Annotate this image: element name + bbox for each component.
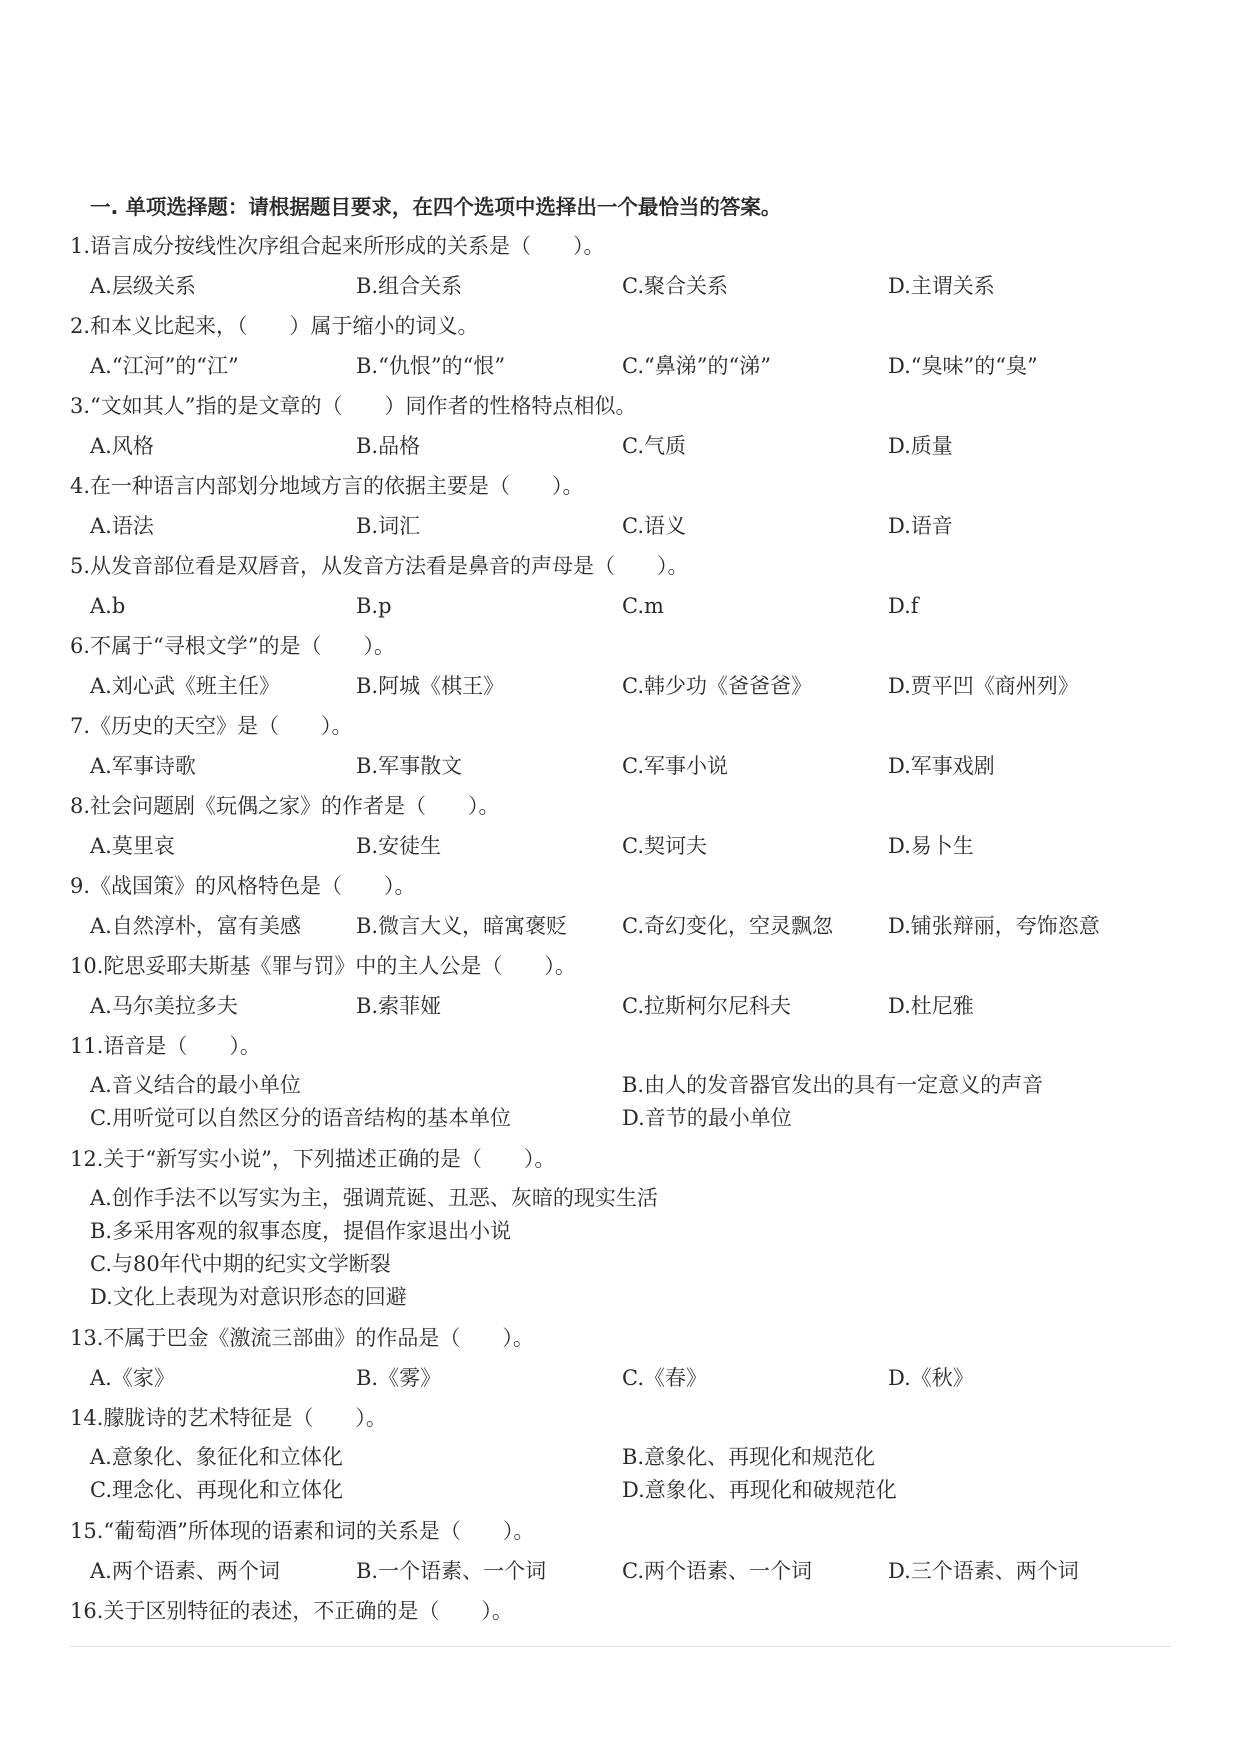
options-row — [70, 1281, 1170, 1314]
options-row — [70, 1102, 1170, 1135]
option-a[interactable]: A.创作手法不以写实为主，强调荒诞、丑恶、灰暗的现实生活 — [90, 1186, 658, 1210]
section-heading: 一. 单项选择题：请根据题目要求，在四个选项中选择出一个最恰当的答案。 — [90, 195, 782, 219]
question-12 — [70, 1139, 1170, 1314]
question-stem: 7.《历史的天空》是（ ）。 — [70, 714, 353, 738]
option-d[interactable]: D.贾平凹《商州列》 — [888, 674, 1079, 698]
options-row — [70, 746, 1170, 786]
option-c[interactable]: C.韩少功《爸爸爸》 — [622, 674, 812, 698]
option-a[interactable]: A.层级关系 — [90, 274, 196, 298]
option-c[interactable]: C.m — [622, 594, 664, 618]
option-d[interactable]: D.f — [888, 594, 919, 618]
option-d[interactable]: D.语音 — [888, 514, 953, 538]
option-c[interactable]: C.契诃夫 — [622, 834, 707, 858]
question-stem: 10.陀思妥耶夫斯基《罪与罚》中的主人公是（ ）。 — [70, 954, 576, 978]
option-c[interactable]: C.聚合关系 — [622, 274, 728, 298]
option-a[interactable]: A.风格 — [90, 434, 154, 458]
question-stem: 12.关于“新写实小说”，下列描述正确的是（ ）。 — [70, 1147, 556, 1171]
option-a[interactable]: A.音义结合的最小单位 — [90, 1073, 301, 1097]
option-d[interactable]: D.意象化、再现化和破规范化 — [622, 1478, 897, 1502]
option-b[interactable]: B.“仇恨”的“恨” — [356, 354, 506, 378]
question-stem: 6.不属于“寻根文学”的是（ ）。 — [70, 634, 396, 658]
option-b[interactable]: B.军事散文 — [356, 754, 463, 778]
option-d[interactable]: D.文化上表现为对意识形态的回避 — [90, 1285, 407, 1309]
option-b[interactable]: B.微言大义，暗寓褒贬 — [356, 914, 568, 938]
option-a[interactable]: A.莫里哀 — [90, 834, 175, 858]
question-stem: 9.《战国策》的风格特色是（ ）。 — [70, 874, 416, 898]
question-9 — [70, 866, 1170, 946]
option-b[interactable]: B.安徒生 — [356, 834, 442, 858]
option-b[interactable]: B.词汇 — [356, 514, 421, 538]
option-c[interactable]: C.《春》 — [622, 1366, 707, 1390]
option-b[interactable]: B.一个语素、一个词 — [356, 1559, 547, 1583]
question-13 — [70, 1318, 1170, 1398]
option-c[interactable]: C.理念化、再现化和立体化 — [90, 1478, 343, 1502]
option-c[interactable]: C.奇幻变化，空灵飘忽 — [622, 914, 833, 938]
question-1 — [70, 226, 1170, 306]
options-row — [70, 586, 1170, 626]
option-b[interactable]: B.组合关系 — [356, 274, 463, 298]
question-stem: 4.在一种语言内部划分地域方言的依据主要是（ ）。 — [70, 474, 584, 498]
option-c[interactable]: C.军事小说 — [622, 754, 728, 778]
question-5 — [70, 546, 1170, 626]
option-a[interactable]: A.马尔美拉多夫 — [90, 994, 238, 1018]
option-c[interactable]: C.气质 — [622, 434, 686, 458]
options-row — [70, 1215, 1170, 1248]
option-b[interactable]: B.索菲娅 — [356, 994, 442, 1018]
question-15 — [70, 1511, 1170, 1591]
question-2 — [70, 306, 1170, 386]
options-row — [70, 1551, 1170, 1591]
options-row — [70, 426, 1170, 466]
option-d[interactable]: D.主谓关系 — [888, 274, 995, 298]
question-list — [70, 226, 1170, 1631]
option-a[interactable]: A.意象化、象征化和立体化 — [90, 1445, 343, 1469]
footer-divider — [70, 1646, 1172, 1647]
options-row — [70, 1069, 1170, 1102]
question-stem: 13.不属于巴金《激流三部曲》的作品是（ ）。 — [70, 1326, 534, 1350]
option-b[interactable]: B.阿城《棋王》 — [356, 674, 505, 698]
option-a[interactable]: A.语法 — [90, 514, 154, 538]
options-row — [70, 266, 1170, 306]
option-a[interactable]: A.军事诗歌 — [90, 754, 196, 778]
option-c[interactable]: C.两个语素、一个词 — [622, 1559, 812, 1583]
option-d[interactable]: D.杜尼雅 — [888, 994, 974, 1018]
question-stem: 11.语音是（ ）。 — [70, 1034, 261, 1058]
options-row — [70, 986, 1170, 1026]
option-d[interactable]: D.“臭味”的“臭” — [888, 354, 1038, 378]
option-d[interactable]: D.质量 — [888, 434, 953, 458]
question-stem: 3.“文如其人”指的是文章的（ ）同作者的性格特点相似。 — [70, 394, 637, 418]
option-d[interactable]: D.军事戏剧 — [888, 754, 995, 778]
question-stem: 2.和本义比起来，（ ）属于缩小的词义。 — [70, 314, 479, 338]
option-b[interactable]: B.p — [356, 594, 392, 618]
question-8 — [70, 786, 1170, 866]
option-b[interactable]: B.品格 — [356, 434, 421, 458]
option-d[interactable]: D.《秋》 — [888, 1366, 974, 1390]
question-stem: 14.朦胧诗的艺术特征是（ ）。 — [70, 1406, 387, 1430]
options-row — [70, 826, 1170, 866]
question-stem: 15.“葡萄酒”所体现的语素和词的关系是（ ）。 — [70, 1519, 535, 1543]
option-b[interactable]: B.《雾》 — [356, 1366, 442, 1390]
options-row — [70, 1248, 1170, 1281]
options-row — [70, 1182, 1170, 1215]
options-row — [70, 666, 1170, 706]
question-10 — [70, 946, 1170, 1026]
options-row — [70, 1358, 1170, 1398]
option-d[interactable]: D.三个语素、两个词 — [888, 1559, 1079, 1583]
options-row — [70, 1441, 1170, 1474]
options-row — [70, 1474, 1170, 1507]
question-4 — [70, 466, 1170, 546]
question-11 — [70, 1026, 1170, 1135]
option-c[interactable]: C.与80年代中期的纪实文学断裂 — [90, 1252, 391, 1276]
question-16 — [70, 1591, 1170, 1631]
option-a[interactable]: A.“江河”的“江” — [90, 354, 239, 378]
option-c[interactable]: C.拉斯柯尔尼科夫 — [622, 994, 791, 1018]
option-a[interactable]: A.两个语素、两个词 — [90, 1559, 280, 1583]
question-stem: 8.社会问题剧《玩偶之家》的作者是（ ）。 — [70, 794, 500, 818]
option-b[interactable]: B.多采用客观的叙事态度，提倡作家退出小说 — [90, 1219, 512, 1243]
question-7 — [70, 706, 1170, 786]
option-b[interactable]: B.意象化、再现化和规范化 — [622, 1445, 876, 1469]
question-3 — [70, 386, 1170, 466]
option-a[interactable]: A.自然淳朴，富有美感 — [90, 914, 301, 938]
option-a[interactable]: A.《家》 — [90, 1366, 175, 1390]
option-b[interactable]: B.由人的发音器官发出的具有一定意义的声音 — [622, 1073, 1044, 1097]
option-d[interactable]: D.易卜生 — [888, 834, 974, 858]
question-stem: 16.关于区别特征的表述，不正确的是（ ）。 — [70, 1599, 513, 1623]
question-stem: 5.从发音部位看是双唇音，从发音方法看是鼻音的声母是（ ）。 — [70, 554, 689, 578]
question-6 — [70, 626, 1170, 706]
question-stem: 1.语言成分按线性次序组合起来所形成的关系是（ ）。 — [70, 234, 605, 258]
option-d[interactable]: D.音节的最小单位 — [622, 1106, 792, 1130]
option-a[interactable]: A.刘心武《班主任》 — [90, 674, 280, 698]
option-c[interactable]: C.语义 — [622, 514, 686, 538]
options-row — [70, 346, 1170, 386]
option-a[interactable]: A.b — [90, 594, 126, 618]
options-row — [70, 506, 1170, 546]
option-c[interactable]: C.用听觉可以自然区分的语音结构的基本单位 — [90, 1106, 511, 1130]
options-row — [70, 906, 1170, 946]
option-d[interactable]: D.铺张辩丽，夸饰恣意 — [888, 914, 1100, 938]
option-c[interactable]: C.“鼻涕”的“涕” — [622, 354, 771, 378]
question-14 — [70, 1398, 1170, 1507]
